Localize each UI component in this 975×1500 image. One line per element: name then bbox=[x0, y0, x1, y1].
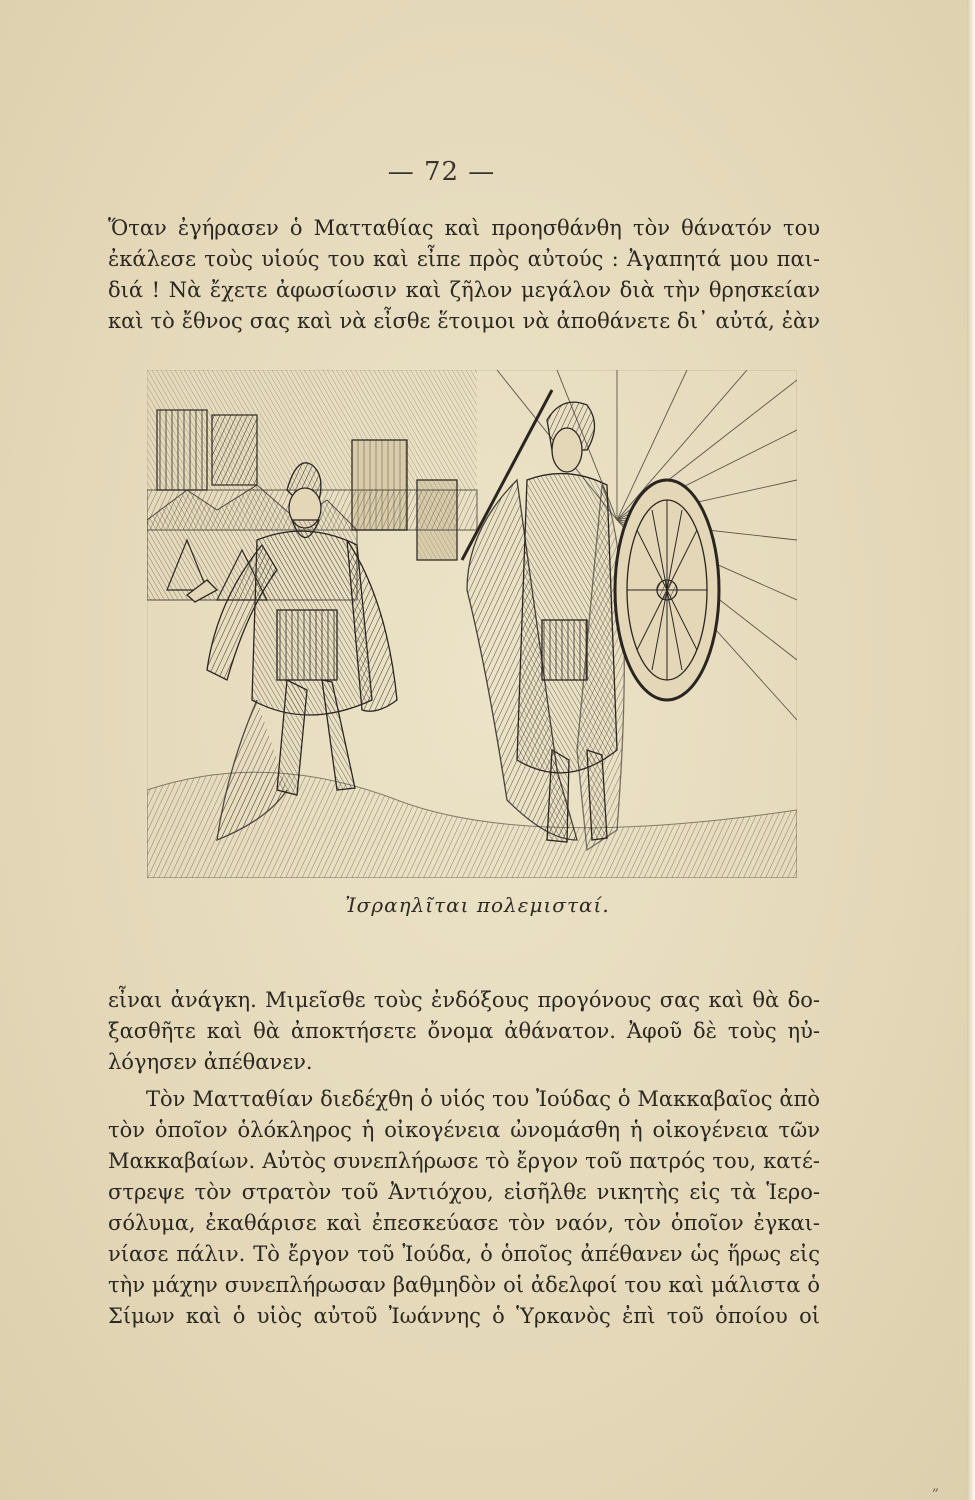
page-number: — 72 — bbox=[387, 157, 496, 187]
text-line: Ὅταν ἐγήρασεν ὁ Ματταθίας καὶ προησθάνθη τὸν θάνατόν του bbox=[108, 216, 820, 240]
paragraph-maccabees bbox=[108, 1084, 820, 1332]
text-line: καὶ τὸ ἔθνος σας καὶ νὰ εἶσθε ἕτοιμοι νὰ ἀποθάνετε δι᾽ αὐτά, ἐὰν bbox=[108, 309, 820, 333]
shield-warrior-figure bbox=[462, 390, 719, 850]
page-edge bbox=[967, 0, 975, 1500]
text-line: ἐκάλεσε τοὺς υἱούς του καὶ εἶπε πρὸς αὐτούς : Ἀγαπητά μου παι- bbox=[108, 247, 820, 271]
text-line: Μακκαβαίων. Αὐτὸς συνεπλήρωσε τὸ ἔργον τοῦ πατρός του, κατέ- bbox=[108, 1149, 820, 1173]
ink-mark: „ bbox=[932, 1478, 940, 1494]
text-line: νίασε πάλιν. Τὸ ἔργον τοῦ Ἰούδα, ὁ ὁποῖος ἀπέθανεν ὡς ἥρως εἰς bbox=[108, 1242, 820, 1266]
text-line: σόλυμα, ἐκαθάρισε καὶ ἐπεσκεύασε τὸν ναόν, τὸν ὁποῖον ἐγκαι- bbox=[108, 1211, 820, 1235]
figure-caption: Ἰσραηλῖται πολεμισταί. bbox=[345, 893, 610, 917]
text-line: Τὸν Ματταθίαν διεδέχθη ὁ υἱός του Ἰούδας ὁ Μακκαβαῖος ἀπὸ bbox=[146, 1087, 820, 1111]
text-line: λόγησεν ἀπέθανεν. bbox=[108, 1050, 313, 1074]
text-line: ξασθῆτε καὶ θὰ ἀποκτήσετε ὄνομα ἀθάνατον. Ἀφοῦ δὲ τοὺς ηὐ- bbox=[108, 1019, 820, 1043]
text-line: τὸν ὁποῖον ὁλόκληρος ἡ οἰκογένεια ὠνομάσθη ἡ οἰκογένεια τῶν bbox=[108, 1118, 820, 1142]
text-line: τὴν μάχην συνεπλήρωσαν βαθμηδὸν οἱ ἀδελφοί του καὶ μάλιστα ὁ bbox=[108, 1273, 820, 1297]
paragraph-opening bbox=[108, 213, 820, 337]
engraving-illustration bbox=[147, 370, 797, 878]
paragraph-continuation bbox=[108, 985, 820, 1078]
text-line: εἶναι ἀνάγκη. Μιμεῖσθε τοὺς ἐνδόξους προγόνους σας καὶ θὰ δο- bbox=[108, 988, 820, 1012]
text-line: στρεψε τὸν στρατὸν τοῦ Ἀντιόχου, εἰσῆλθε νικητὴς εἰς τὰ Ἱερο- bbox=[108, 1180, 820, 1204]
text-line: διά ! Νὰ ἔχετε ἀφωσίωσιν καὶ ζῆλον μεγάλον διὰ τὴν θρησκείαν bbox=[108, 278, 820, 302]
text-line: Σίμων καὶ ὁ υἱὸς αὐτοῦ Ἰωάννης ὁ Ὑρκανὸς ἐπὶ τοῦ ὁποίου οἱ bbox=[108, 1304, 820, 1328]
